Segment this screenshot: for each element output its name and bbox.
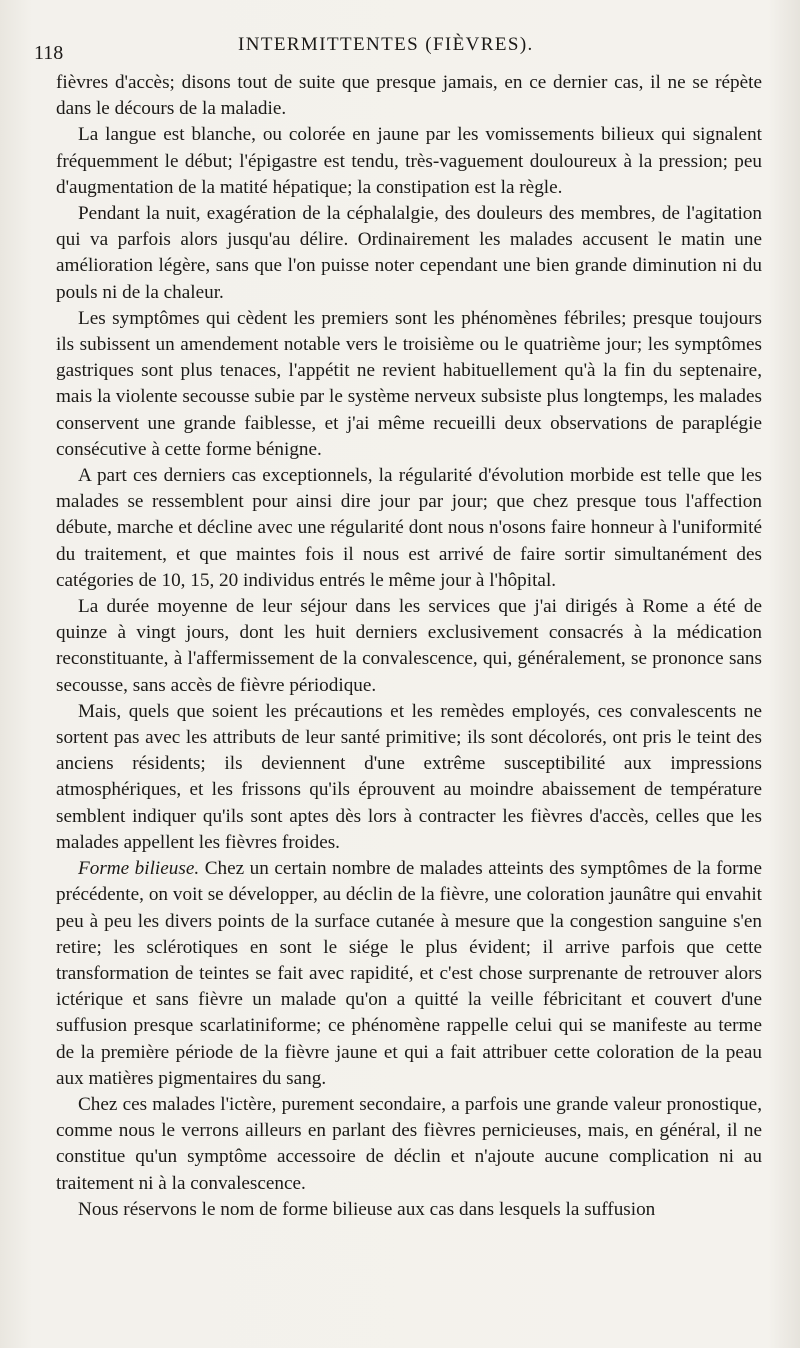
paragraph-nuit [56,201,762,306]
running-head [34,30,762,70]
page-number: 118 [34,42,64,64]
paragraph-duree [56,594,762,699]
paragraph-text: Mais, quels que soient les précautions et les remèdes employés, ces convalescents ne sortent pas avec les attributs de leur santé primitive; ils sont décolorés, ont pris le teint des anciens résidents; ils deviennent d'une extrême susceptibilité aux impressions atmosphériques, et les frissons qu'ils éprouvent au moindre abaissement de température semblent indiquer qu'ils sont aptes dès lors à contracter les fièvres d'accès, celles que les malades appellent les fièvres froides. [56,700,762,853]
paragraph-reservons [56,1197,762,1223]
paragraph-convalescents [56,699,762,856]
paragraph-continuation [56,70,762,122]
paragraph-text: fièvres d'accès; disons tout de suite que presque jamais, en ce dernier cas, il ne se répète dans le décours de la maladie. [56,72,762,120]
paragraph-langue [56,122,762,201]
paragraph-ictere [56,1092,762,1197]
paragraph-text: La durée moyenne de leur séjour dans les services que j'ai dirigés à Rome a été de quinze à vingt jours, dont les huit derniers exclusivement consacrés à la médication reconstituante, à l'affermissement de la convalescence, qui, généralement, se prononce sans secousse, sans accès de fièvre périodique. [56,596,762,696]
paragraph-text: La langue est blanche, ou colorée en jaune par les vomissements bilieux qui signalent fréquemment le début; l'épigastre est tendu, très-vaguement douloureux à la pression; peu d'augmentation de la matité hépatique; la constipation est la règle. [56,124,762,198]
paragraph-exceptionnels [56,463,762,594]
paragraph-text: Pendant la nuit, exagération de la céphalalgie, des douleurs des membres, de l'agitation qui va parfois alors jusqu'au délire. Ordinairement les malades accusent le matin une amélioration légère, sans que l'on puisse noter cependant une bien grande diminution ni du pouls ni de la chaleur. [56,203,762,303]
paragraph-text: Chez un certain nombre de malades atteints des symptômes de la forme précédente, on voit se développer, au déclin de la fièvre, une coloration jaunâtre qui envahit peu à peu les divers points de la surface cutanée à mesure que la congestion sanguine s'en retire; les sclérotiques en sont le siége le plus évident; il arrive parfois que cette transformation de teintes se fait avec rapidité, et c'est chose surprenante de retrouver alors ictérique et sans fièvre un malade qu'on a quitté la veille fébricitant et couvert d'une suffusion presque scarlatiniforme; ce phénomène rappelle celui qui se manifeste au terme de la première période de la fièvre jaune et qui a fait attribuer cette coloration de la peau aux matières pigmentaires du sang. [56,858,762,1089]
paragraph-text: A part ces derniers cas exceptionnels, la régularité d'évolution morbide est telle que les malades se ressemblent pour ainsi dire jour par jour; que chez presque tous l'affection débute, marche et décline avec une régularité dont nous n'osons faire honneur à l'uniformité du traitement, et que maintes fois il nous est arrivé de faire sortir simultanément des catégories de 10, 15, 20 individus entrés le même jour à l'hôpital. [56,465,762,591]
body-text [56,70,762,1223]
paragraph-forme-bilieuse [56,856,762,1092]
paragraph-symptomes [56,306,762,463]
paragraph-text: Chez ces malades l'ictère, purement secondaire, a parfois une grande valeur pronostique, comme nous le verrons ailleurs en parlant des fièvres pernicieuses, mais, en général, il ne constitue qu'un symptôme accessoire de déclin et n'ajoute aucune complication ni au traitement ni à la convalescence. [56,1093,762,1194]
running-title: INTERMITTENTES (FIÈVRES). [238,34,534,55]
section-lead: Forme bilieuse. [78,858,200,880]
paragraph-text: Nous réservons le nom de forme bilieuse aux cas dans lesquels la suffusion [78,1198,656,1220]
paragraph-text: Les symptômes qui cèdent les premiers sont les phénomènes fébriles; presque toujours ils subissent un amendement notable vers le troisième ou le quatrième jour; les symptômes gastriques sont plus tenaces, l'appétit ne revient habituellement qu'à la fin du septenaire, mais la violente secousse subie par le système nerveux subsiste plus longtemps, les malades conservent une grande faiblesse, et j'ai même recueilli deux observations de paraplégie consécutive à cette forme bénigne. [56,307,762,460]
